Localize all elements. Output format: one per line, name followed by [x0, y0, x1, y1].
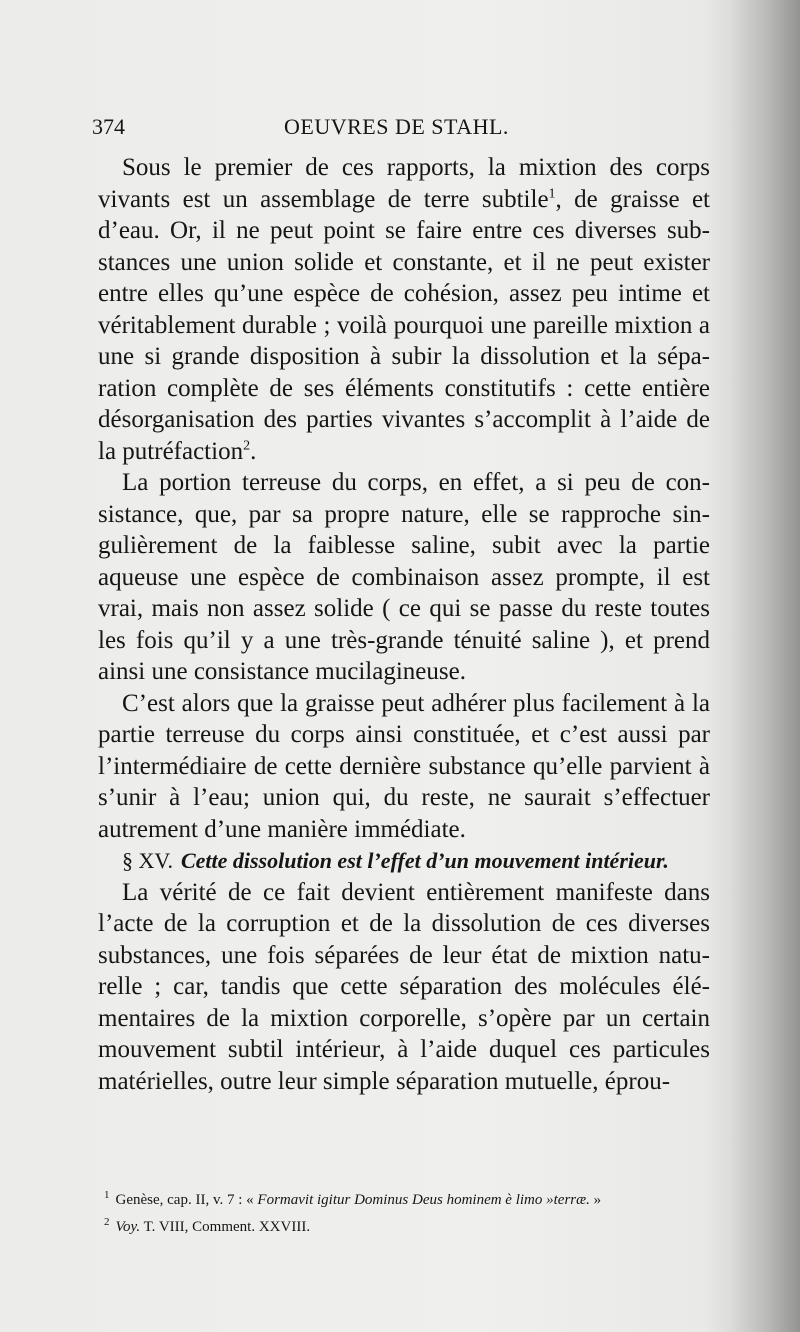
page-header: [92, 114, 708, 148]
paragraph-3: C’est alors que la graisse peut adhérer plus facilement à la partie terreuse du corps ainsi constituée, et c’est aussi par l’intermédiaire de cette dernière substance qu’elle parvient à s’unir à l’eau; union qui, du reste, ne saurait s’effectuer autrement d’une manière immédiate.: [98, 689, 710, 843]
paragraph-1: [98, 152, 710, 467]
footnote-1-close: »: [589, 1192, 602, 1208]
body-text: [98, 152, 710, 1097]
page-edge-shadow: [730, 0, 800, 1332]
footnote-2: [104, 1211, 710, 1238]
footnote-1: [104, 1184, 710, 1211]
section-heading: [98, 845, 710, 877]
footnote-2-reference: T. VIII, Comment. XXVIII.: [140, 1219, 311, 1235]
paragraph-1-text-a: Sous le premier de ces rapports, la mixtion des corps vivants est un assemblage de terre subtile: [98, 154, 710, 213]
section-label: § XV.: [122, 848, 173, 873]
footnote-2-voy: Voy.: [115, 1219, 141, 1235]
section-title: Cette dissolution est l’effet d’un mouvement intérieur.: [180, 848, 669, 873]
paragraph-2: La portion terreuse du corps, en effet, a si peu de consistance, que, par sa propre nature, elle se rapproche singulièrement de la faiblesse saline, subit avec la partie aqueuse une espèce de combinaison assez prompte, il est vrai, mais non assez solide ( ce qui se passe du reste toutes les fois qu’il y a une très-grande ténuité saline ), et prend ainsi une consistance mucilagineuse.: [98, 469, 710, 685]
footnotes: [104, 1184, 710, 1238]
footnote-1-quote: Formavit igitur Dominus Deus hominem è limo »terræ.: [257, 1192, 590, 1208]
footnote-ref-2: 2: [243, 438, 251, 454]
page-number: 374: [92, 114, 125, 139]
footnote-1-mark: 1: [104, 1189, 110, 1201]
running-title: OEUVRES DE STAHL.: [284, 114, 509, 139]
paragraph-4: La vérité de ce fait devient entièrement manifeste dans l’acte de la corruption et de la dissolution de ces diverses substances, une fois séparées de leur état de mixtion naturelle ; car, tandis que cette séparation des molécules élémentaires de la mixtion corporelle, s’opère par un certain mouvement subtil intérieur, à l’aide duquel ces particules matérielles, outre leur simple séparation mutuelle, éprou-: [98, 878, 710, 1095]
footnote-2-mark: 2: [104, 1216, 110, 1228]
footnote-1-citation: Genèse, cap. II, v. 7 : «: [115, 1192, 258, 1208]
paragraph-1-text-b: , de graisse et d’eau. Or, il ne peut point se faire entre ces diverses substances une union solide et constante, et il ne peut exister entre elles qu’une espèce de cohésion, assez peu intime et véritablement durable ; voilà pourquoi une pareille mixtion a une si grande disposition à subir la dissolution et la séparation complète de ses éléments constitutifs : cette entière désorganisation des parties vivantes s’accomplit à l’aide de la putréfaction: [98, 185, 710, 465]
paragraph-1-end: .: [250, 437, 257, 465]
footnote-ref-1: 1: [548, 186, 556, 202]
